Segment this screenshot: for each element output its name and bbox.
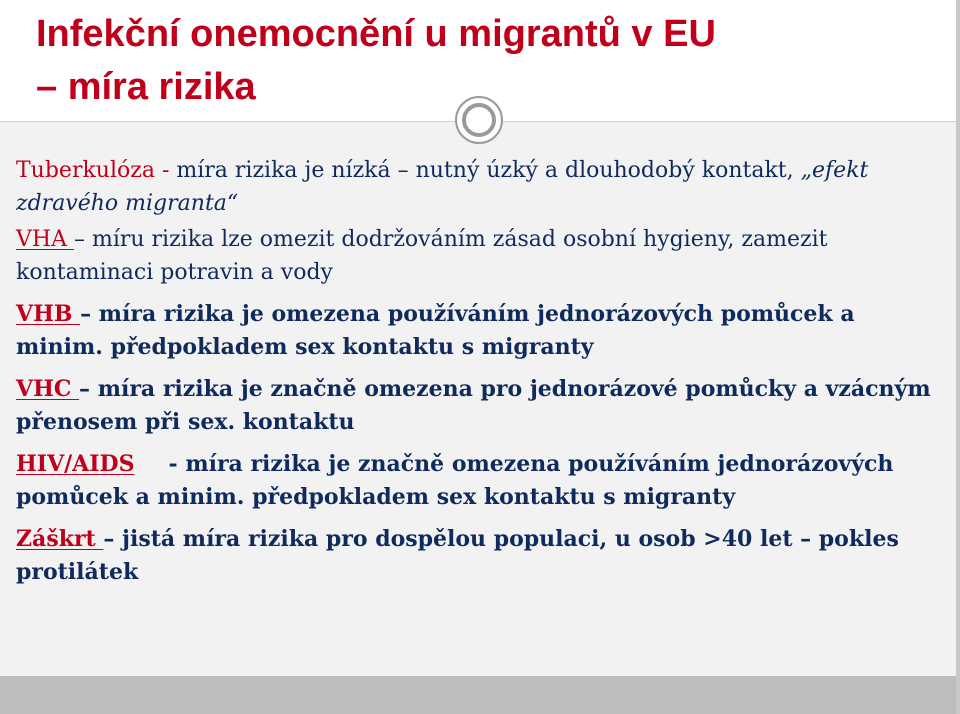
term-vhb: VHB — [16, 301, 81, 327]
list-item-diphtheria — [16, 523, 946, 589]
list-item-vha — [16, 223, 946, 289]
list-item-vhb — [16, 298, 946, 364]
divider-circle-icon — [455, 96, 503, 144]
title-line-1: Infekční onemocnění u migrantů v EU — [36, 13, 716, 55]
list-item-vhc — [16, 373, 946, 439]
divider-circle-inner — [462, 103, 496, 137]
term-diphtheria: Záškrt — [16, 526, 104, 552]
risk-list — [16, 154, 946, 598]
term-hiv-aids: HIV/AIDS — [16, 451, 135, 477]
term-vha: VHA — [16, 227, 74, 252]
list-item-hiv-aids — [16, 448, 946, 514]
text-diphtheria: – jistá míra rizika pro dospělou populaci, u osob >40 let – pokles protilátek — [16, 526, 899, 585]
term-vhc: VHC — [16, 376, 80, 402]
text-hiv-aids: míra rizika je značně omezena používáním jednorázových pomůcek a minim. předpokladem sex kontaktu s migranty — [16, 451, 894, 510]
list-item-tuberculosis — [16, 154, 946, 220]
bottom-band — [0, 676, 956, 714]
title-line-2: – míra rizika — [36, 66, 256, 108]
text-vhc: – míra rizika je značně omezena pro jednorázové pomůcky a vzácným přenosem při sex. kontaktu — [16, 376, 931, 435]
text-vhb: – míra rizika je omezena používáním jednorázových pomůcek a minim. předpokladem sex kontaktu s migranty — [16, 301, 855, 360]
text-tuberculosis: míra rizika je nízká – nutný úzký a dlouhodobý kontakt, — [169, 158, 801, 183]
hiv-dash: - — [168, 451, 178, 477]
right-border — [956, 0, 960, 714]
term-tuberculosis: Tuberkulóza - — [16, 158, 170, 183]
text-vha: – míru rizika lze omezit dodržováním zásad osobní hygieny, zamezit kontaminaci potravin a vody — [16, 227, 828, 285]
healthy-migrant-effect: „efekt zdravého migranta“ — [16, 158, 869, 216]
